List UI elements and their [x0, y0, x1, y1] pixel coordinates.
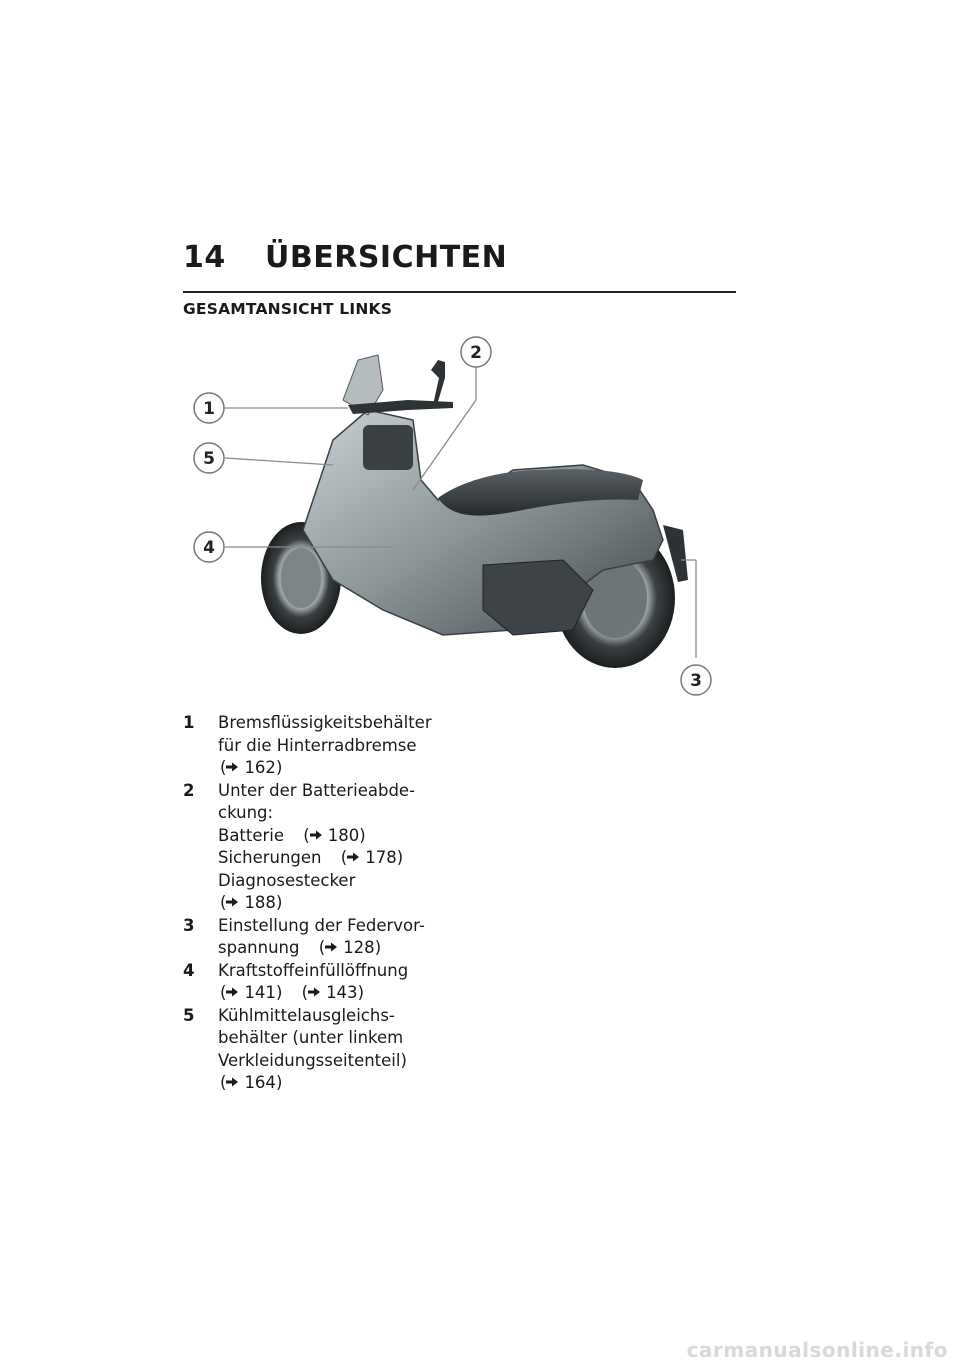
page-number: 128: [343, 938, 375, 957]
legend-number: 3: [183, 915, 195, 935]
page-reference[interactable]: ( 141): [220, 983, 283, 1002]
page-reference[interactable]: ( 128): [318, 938, 382, 957]
page-reference[interactable]: ( 178): [340, 848, 404, 867]
heading-rule: [183, 291, 736, 293]
legend-sub-label: Batterie: [218, 825, 285, 845]
legend-sub-label: Diagnosestecker: [218, 870, 356, 890]
callout-4: [194, 532, 224, 562]
legend-item-1: [183, 712, 473, 780]
legend-item-3: [183, 915, 473, 960]
legend-text: spannung: [218, 938, 300, 957]
reference-arrow-icon: [308, 987, 320, 997]
legend-list: [183, 712, 473, 1095]
legend-item-4: [183, 960, 473, 1005]
callout-2: [461, 337, 491, 367]
chapter-number: 14: [183, 240, 226, 275]
page-number: 180: [327, 825, 360, 845]
page-number: 162: [244, 758, 276, 777]
callout-5: [194, 443, 224, 473]
reference-arrow-icon: [310, 830, 322, 840]
callout-2-label: 2: [470, 343, 482, 363]
reference-arrow-icon: [325, 942, 337, 952]
callout-5-label: 5: [203, 449, 215, 469]
legend-text: Kraftstoffeinfüllöffnung: [218, 960, 409, 980]
legend-text: Unter der Batterieabde-: [218, 780, 416, 800]
page-number: 188: [244, 893, 276, 912]
legend-text: für die Hinterradbremse: [218, 735, 417, 755]
legend-text: Verkleidungsseitenteil): [218, 1050, 407, 1070]
chapter-title: ÜBERSICHTEN: [265, 240, 508, 275]
page-reference[interactable]: ( 162): [220, 758, 283, 777]
page-number: 178: [365, 848, 397, 867]
page-reference[interactable]: ( 143): [301, 983, 364, 1002]
reference-arrow-icon: [226, 762, 238, 772]
legend-text: Einstellung der Federvor-: [218, 915, 425, 935]
callout-3-label: 3: [690, 671, 702, 691]
page-number: 143: [326, 983, 358, 1002]
mirror: [431, 360, 445, 405]
page-reference[interactable]: ( 164): [220, 1073, 283, 1092]
reference-arrow-icon: [226, 1077, 238, 1087]
legend-sub-label: Sicherungen: [218, 848, 322, 867]
page-number: 164: [244, 1073, 276, 1092]
callout-1-label: 1: [203, 399, 215, 419]
legend-number: 5: [183, 1005, 195, 1025]
section-title: GESAMTANSICHT LINKS: [183, 300, 393, 318]
callout-3: [681, 665, 711, 695]
legend-number: 2: [183, 780, 195, 800]
legend-text: ckung:: [218, 803, 274, 822]
scooter-illustration: [183, 330, 736, 700]
callout-4-label: 4: [203, 538, 215, 558]
legend-text: Kühlmittelausgleichs-: [218, 1005, 395, 1025]
reference-arrow-icon: [347, 852, 359, 862]
chapter-heading: [183, 240, 507, 275]
legend-item-5: [183, 1005, 473, 1095]
page-reference[interactable]: ( 180): [303, 825, 366, 845]
legend-text: behälter (unter linkem: [218, 1028, 404, 1047]
legend-text: Bremsflüssigkeitsbehälter: [218, 713, 432, 732]
legend-number: 1: [183, 713, 195, 732]
reference-arrow-icon: [226, 987, 238, 997]
page-number: 141: [244, 983, 276, 1002]
legend-item-2: [183, 780, 473, 915]
reference-arrow-icon: [226, 897, 238, 907]
page-reference[interactable]: ( 188): [220, 893, 283, 912]
glove-box: [363, 425, 413, 470]
callout-1: [194, 393, 224, 423]
legend-number: 4: [183, 960, 195, 980]
watermark: carmanualsonline.info: [686, 1338, 948, 1362]
